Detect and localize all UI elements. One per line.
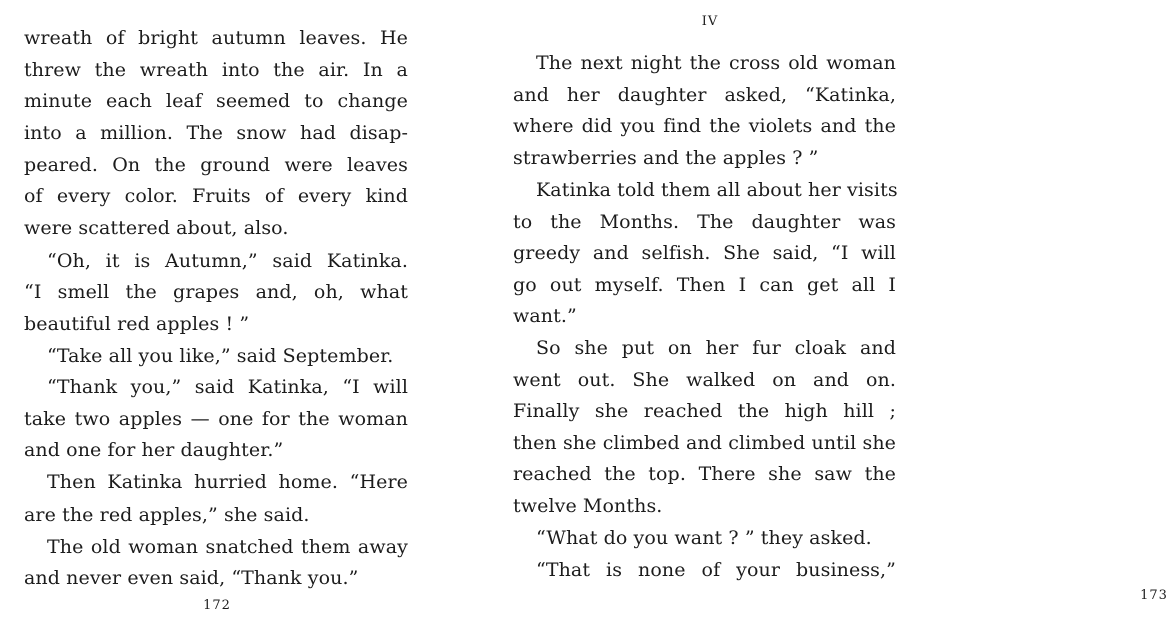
left-line: into a million. The snow had disap- [24,122,408,144]
right-line: then she climbed and climbed until she [513,432,896,454]
left-line: “Thank you,” said Katinka, “I will [47,376,408,398]
page-number: 173 [1140,588,1168,603]
left-line: are the red apples,” she said. [24,504,310,526]
right-line: strawberries and the apples ? ” [513,147,819,169]
left-line: minute each leaf seemed to change [24,90,408,112]
right-line: and her daughter asked, “Katinka, [513,84,896,106]
left-line: Then Katinka hurried home. “Here [47,471,408,493]
left-line: The old woman snatched them away [47,536,408,558]
right-page [454,0,1168,629]
left-line: “Oh, it is Autumn,” said Katinka. [47,250,408,272]
right-line: twelve Months. [513,495,663,517]
left-line: “Take all you like,” said September. [47,345,394,367]
left-line: and never even said, “Thank you.” [24,567,359,589]
left-line: and one for her daughter.” [24,439,284,461]
right-line: went out. She walked on and on. [513,369,896,391]
right-line: where did you find the violets and the [513,115,896,137]
right-line: “What do you want ? ” they asked. [536,527,872,549]
left-page [0,0,454,629]
left-line: were scattered about, also. [24,217,289,239]
right-line: greedy and selfish. She said, “I will [513,242,896,264]
left-line: “I smell the grapes and, oh, what [24,281,408,303]
right-line: “That is none of your business,” [536,559,896,581]
right-line: go out myself. Then I can get all I [513,274,896,296]
right-line: The next night the cross old woman [536,52,896,74]
left-line: of every color. Fruits of every kind [24,185,408,207]
right-line: Katinka told them all about her visits [536,179,898,201]
chapter-header: IV [701,14,719,29]
left-line: take two apples — one for the woman [24,408,408,430]
left-line: threw the wreath into the air. In a [24,59,408,81]
left-line: peared. On the ground were leaves [24,154,408,176]
left-line: beautiful red apples ! ” [24,313,250,335]
right-line: reached the top. There she saw the [513,463,896,485]
page-number: 172 [203,598,231,613]
right-line: want.” [513,305,577,327]
right-line: Finally she reached the high hill ; [513,400,896,422]
right-line: to the Months. The daughter was [513,211,896,233]
right-line: So she put on her fur cloak and [536,337,896,359]
left-line: wreath of bright autumn leaves. He [24,27,408,49]
